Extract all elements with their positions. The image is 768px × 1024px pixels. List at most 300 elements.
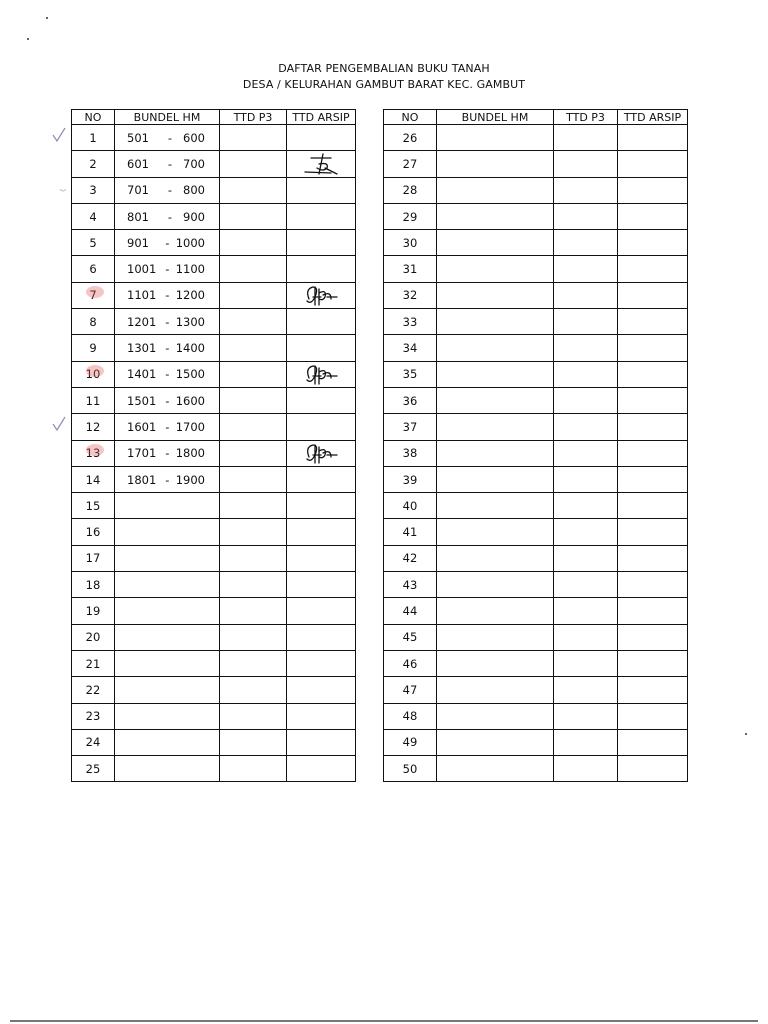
ttd-p3-cell (554, 545, 618, 571)
table-row (72, 466, 356, 492)
ttd-arsip-cell (618, 493, 688, 519)
table-row (384, 177, 688, 203)
row-number: 43 (384, 572, 437, 598)
return-table-right (383, 109, 688, 782)
row-number: 50 (384, 756, 437, 782)
bundel-hm-range (115, 493, 220, 519)
bundel-hm-range (437, 256, 554, 282)
bundel-hm-range (437, 493, 554, 519)
ttd-arsip-cell (287, 650, 356, 676)
bundel-hm-range (115, 361, 220, 387)
bundel-hm-range (437, 361, 554, 387)
ttd-p3-cell (554, 466, 618, 492)
table-row (72, 572, 356, 598)
range-to: 800 (183, 183, 205, 198)
ttd-p3-cell (554, 203, 618, 229)
table-row (72, 756, 356, 782)
ttd-p3-cell (554, 493, 618, 519)
handwritten-signature-icon (301, 283, 341, 307)
table-row (384, 650, 688, 676)
bundel-hm-range (115, 387, 220, 413)
faint-mark-icon (58, 186, 68, 194)
table-row (384, 703, 688, 729)
ttd-arsip-cell (287, 756, 356, 782)
bundel-hm-range (115, 756, 220, 782)
ttd-arsip-cell (618, 650, 688, 676)
ttd-p3-cell (554, 440, 618, 466)
table-body-left (72, 125, 356, 782)
table-row (384, 151, 688, 177)
ttd-p3-cell (554, 151, 618, 177)
range-from: 1801 (127, 472, 157, 487)
range-from: 501 (127, 130, 149, 145)
ttd-p3-cell (220, 624, 287, 650)
ttd-arsip-cell (618, 361, 688, 387)
bundel-range (115, 288, 219, 302)
range-from: 1301 (127, 341, 157, 356)
table-header-row (384, 110, 688, 125)
ttd-p3-cell (554, 309, 618, 335)
bundel-range (115, 210, 219, 224)
row-number: 17 (72, 545, 115, 571)
row-number: 28 (384, 177, 437, 203)
ttd-p3-cell (220, 729, 287, 755)
table-row (384, 361, 688, 387)
table-row (72, 440, 356, 466)
bundel-hm-range (437, 756, 554, 782)
table-row (384, 414, 688, 440)
row-number: 5 (72, 230, 115, 256)
header-ttd-p3: TTD P3 (554, 110, 618, 125)
ttd-arsip-cell (618, 282, 688, 308)
bundel-hm-range (437, 151, 554, 177)
range-from: 1001 (127, 262, 157, 277)
range-separator: - (167, 130, 173, 145)
bundel-hm-range (437, 125, 554, 151)
ttd-arsip-cell (618, 729, 688, 755)
ttd-arsip-cell (618, 256, 688, 282)
row-number: 2 (72, 151, 115, 177)
bundel-hm-range (115, 440, 220, 466)
row-number: 45 (384, 624, 437, 650)
row-number: 39 (384, 466, 437, 492)
ttd-arsip-cell (618, 677, 688, 703)
ttd-p3-cell (554, 677, 618, 703)
table-row (72, 125, 356, 151)
range-to: 1000 (175, 235, 205, 250)
table-row (384, 203, 688, 229)
row-number: 31 (384, 256, 437, 282)
table-row (72, 256, 356, 282)
row-number: 12 (72, 414, 115, 440)
bundel-hm-range (115, 230, 220, 256)
bundel-hm-range (115, 309, 220, 335)
ttd-p3-cell (554, 519, 618, 545)
bundel-range (115, 131, 219, 145)
bundel-range (115, 157, 219, 171)
row-number: 30 (384, 230, 437, 256)
table-row (72, 545, 356, 571)
table-row (72, 677, 356, 703)
row-number: 9 (72, 335, 115, 361)
row-number: 49 (384, 729, 437, 755)
ttd-arsip-cell (287, 151, 356, 177)
table-row (384, 466, 688, 492)
table-row (384, 125, 688, 151)
ttd-p3-cell (554, 125, 618, 151)
table-row (384, 572, 688, 598)
range-to: 1400 (175, 341, 205, 356)
ttd-p3-cell (220, 335, 287, 361)
row-number: 18 (72, 572, 115, 598)
table-row (384, 335, 688, 361)
row-number: 14 (72, 466, 115, 492)
row-number: 20 (72, 624, 115, 650)
ttd-arsip-cell (618, 703, 688, 729)
range-separator: - (165, 314, 170, 329)
range-separator: - (165, 393, 170, 408)
ttd-p3-cell (554, 361, 618, 387)
ttd-p3-cell (220, 677, 287, 703)
table-row (72, 650, 356, 676)
header-no: NO (384, 110, 437, 125)
table-row (384, 756, 688, 782)
ttd-arsip-cell (618, 309, 688, 335)
table-row (384, 440, 688, 466)
table-row (72, 493, 356, 519)
ttd-p3-cell (554, 650, 618, 676)
bundel-hm-range (115, 677, 220, 703)
table-row (384, 677, 688, 703)
range-from: 701 (127, 183, 149, 198)
row-number: 23 (72, 703, 115, 729)
ttd-arsip-cell (287, 440, 356, 466)
bundel-hm-range (115, 545, 220, 571)
row-number: 26 (384, 125, 437, 151)
ttd-p3-cell (554, 230, 618, 256)
row-number: 38 (384, 440, 437, 466)
ttd-arsip-cell (287, 703, 356, 729)
range-separator: - (165, 367, 170, 382)
row-number: 10 (72, 361, 115, 387)
row-number: 11 (72, 387, 115, 413)
range-separator: - (165, 288, 170, 303)
ttd-p3-cell (220, 230, 287, 256)
ttd-p3-cell (554, 387, 618, 413)
ttd-arsip-cell (618, 624, 688, 650)
ttd-arsip-cell (618, 440, 688, 466)
bundel-hm-range (437, 545, 554, 571)
range-to: 1500 (175, 367, 205, 382)
ttd-arsip-cell (287, 729, 356, 755)
row-number: 22 (72, 677, 115, 703)
ttd-p3-cell (220, 650, 287, 676)
ttd-arsip-cell (618, 387, 688, 413)
table-row (72, 361, 356, 387)
ttd-arsip-cell (287, 572, 356, 598)
bundel-hm-range (115, 335, 220, 361)
ttd-p3-cell (554, 335, 618, 361)
range-to: 900 (183, 209, 205, 224)
row-number: 15 (72, 493, 115, 519)
ttd-p3-cell (554, 598, 618, 624)
ttd-p3-cell (220, 598, 287, 624)
row-number: 1 (72, 125, 115, 151)
ttd-arsip-cell (287, 387, 356, 413)
table-row (72, 387, 356, 413)
ttd-p3-cell (554, 256, 618, 282)
ttd-p3-cell (220, 414, 287, 440)
ttd-p3-cell (220, 756, 287, 782)
table-row (384, 624, 688, 650)
row-number: 19 (72, 598, 115, 624)
ttd-p3-cell (554, 703, 618, 729)
ttd-p3-cell (220, 387, 287, 413)
ttd-arsip-cell (287, 256, 356, 282)
ttd-p3-cell (220, 177, 287, 203)
table-body-right (384, 125, 688, 782)
header-ttd-p3: TTD P3 (220, 110, 287, 125)
ttd-arsip-cell (618, 125, 688, 151)
ttd-p3-cell (554, 177, 618, 203)
ttd-p3-cell (220, 493, 287, 519)
table-row (384, 387, 688, 413)
row-number: 37 (384, 414, 437, 440)
bundel-hm-range (437, 230, 554, 256)
row-number: 7 (72, 282, 115, 308)
bundel-hm-range (437, 519, 554, 545)
bundel-range (115, 473, 219, 487)
scan-speck (27, 38, 29, 40)
row-number: 32 (384, 282, 437, 308)
range-to: 1700 (175, 419, 205, 434)
red-ink-mark (86, 365, 104, 377)
range-separator: - (165, 419, 170, 434)
range-separator: - (167, 183, 173, 198)
header-no: NO (72, 110, 115, 125)
range-separator: - (167, 156, 173, 171)
ttd-arsip-cell (287, 177, 356, 203)
table-row (384, 598, 688, 624)
row-number: 29 (384, 203, 437, 229)
ttd-p3-cell (220, 519, 287, 545)
row-number: 6 (72, 256, 115, 282)
ttd-p3-cell (220, 256, 287, 282)
bundel-hm-range (115, 729, 220, 755)
ttd-arsip-cell (287, 309, 356, 335)
table-row (384, 519, 688, 545)
row-number: 33 (384, 309, 437, 335)
bundel-hm-range (437, 177, 554, 203)
bundel-hm-range (115, 125, 220, 151)
scan-speck (745, 733, 747, 735)
bundel-hm-range (115, 466, 220, 492)
table-row (72, 598, 356, 624)
table-row (384, 282, 688, 308)
table-row (72, 282, 356, 308)
ttd-arsip-cell (287, 493, 356, 519)
document-title: DAFTAR PENGEMBALIAN BUKU TANAH (278, 62, 490, 75)
bundel-hm-range (115, 624, 220, 650)
ttd-p3-cell (220, 361, 287, 387)
ttd-arsip-cell (618, 177, 688, 203)
bundel-range (115, 183, 219, 197)
ttd-arsip-cell (287, 125, 356, 151)
table-row (72, 414, 356, 440)
handwritten-signature-icon (301, 152, 341, 176)
ttd-p3-cell (554, 624, 618, 650)
range-from: 1601 (127, 419, 157, 434)
row-number: 4 (72, 203, 115, 229)
bundel-hm-range (115, 703, 220, 729)
ttd-p3-cell (220, 572, 287, 598)
ttd-arsip-cell (287, 414, 356, 440)
bundel-hm-range (115, 151, 220, 177)
range-separator: - (165, 472, 170, 487)
table-row (72, 309, 356, 335)
row-number: 16 (72, 519, 115, 545)
range-to: 1200 (175, 288, 205, 303)
bundel-hm-range (437, 440, 554, 466)
table-row (72, 519, 356, 545)
header-bundel-hm: BUNDEL HM (437, 110, 554, 125)
row-number: 27 (384, 151, 437, 177)
table-header-row (72, 110, 356, 125)
range-to: 700 (183, 156, 205, 171)
bundel-hm-range (437, 650, 554, 676)
ttd-arsip-cell (287, 677, 356, 703)
table-row (384, 256, 688, 282)
ttd-arsip-cell (618, 545, 688, 571)
ttd-p3-cell (220, 703, 287, 729)
ttd-arsip-cell (618, 414, 688, 440)
ttd-arsip-cell (618, 203, 688, 229)
ttd-arsip-cell (618, 335, 688, 361)
bundel-hm-range (437, 677, 554, 703)
ttd-arsip-cell (287, 466, 356, 492)
ttd-p3-cell (220, 466, 287, 492)
row-number: 48 (384, 703, 437, 729)
row-number: 44 (384, 598, 437, 624)
bundel-hm-range (437, 282, 554, 308)
range-to: 1300 (175, 314, 205, 329)
header-bundel-hm: BUNDEL HM (115, 110, 220, 125)
red-ink-mark (86, 444, 104, 456)
bundel-hm-range (437, 466, 554, 492)
bundel-hm-range (437, 414, 554, 440)
row-number: 40 (384, 493, 437, 519)
bundel-hm-range (437, 572, 554, 598)
ttd-arsip-cell (287, 545, 356, 571)
bundel-hm-range (115, 572, 220, 598)
ttd-arsip-cell (287, 624, 356, 650)
row-number: 36 (384, 387, 437, 413)
red-ink-mark (86, 286, 104, 298)
ttd-p3-cell (220, 440, 287, 466)
ttd-arsip-cell (618, 466, 688, 492)
bundel-range (115, 236, 219, 250)
ttd-arsip-cell (287, 230, 356, 256)
ttd-arsip-cell (618, 756, 688, 782)
bundel-hm-range (437, 203, 554, 229)
range-from: 1201 (127, 314, 157, 329)
bundel-hm-range (115, 203, 220, 229)
bundel-hm-range (115, 414, 220, 440)
range-from: 1501 (127, 393, 157, 408)
table-row (384, 493, 688, 519)
bundel-hm-range (115, 282, 220, 308)
handwritten-signature-icon (301, 362, 341, 386)
bundel-hm-range (115, 256, 220, 282)
row-number: 47 (384, 677, 437, 703)
table-row (384, 545, 688, 571)
bundel-hm-range (115, 650, 220, 676)
range-separator: - (165, 262, 170, 277)
bundel-range (115, 341, 219, 355)
check-mark-icon (50, 415, 68, 433)
ttd-arsip-cell (287, 598, 356, 624)
row-number: 35 (384, 361, 437, 387)
header-ttd-arsip: TTD ARSIP (287, 110, 356, 125)
table-row (384, 230, 688, 256)
ttd-arsip-cell (287, 335, 356, 361)
ttd-arsip-cell (287, 203, 356, 229)
bundel-hm-range (437, 309, 554, 335)
bundel-hm-range (437, 729, 554, 755)
bundel-range (115, 420, 219, 434)
row-number: 41 (384, 519, 437, 545)
table-row (72, 703, 356, 729)
document-subtitle: DESA / KELURAHAN GAMBUT BARAT KEC. GAMBUT (242, 78, 526, 91)
ttd-p3-cell (220, 203, 287, 229)
table-row (72, 335, 356, 361)
range-separator: - (165, 446, 170, 461)
range-from: 1401 (127, 367, 157, 382)
ttd-p3-cell (220, 125, 287, 151)
range-to: 1800 (175, 446, 205, 461)
ttd-arsip-cell (618, 230, 688, 256)
ttd-arsip-cell (618, 151, 688, 177)
bundel-hm-range (115, 177, 220, 203)
bundel-range (115, 315, 219, 329)
scan-edge-line (10, 1020, 758, 1022)
ttd-arsip-cell (287, 361, 356, 387)
bundel-hm-range (437, 598, 554, 624)
ttd-p3-cell (554, 729, 618, 755)
table-row (72, 624, 356, 650)
table-row (72, 729, 356, 755)
handwritten-signature-icon (301, 441, 341, 465)
bundel-hm-range (437, 624, 554, 650)
ttd-arsip-cell (618, 598, 688, 624)
range-from: 801 (127, 209, 149, 224)
range-to: 1100 (175, 262, 205, 277)
row-number: 24 (72, 729, 115, 755)
bundel-range (115, 262, 219, 276)
bundel-range (115, 367, 219, 381)
return-table-left (71, 109, 356, 782)
ttd-arsip-cell (287, 519, 356, 545)
table-row (384, 309, 688, 335)
ttd-p3-cell (554, 414, 618, 440)
bundel-hm-range (115, 598, 220, 624)
row-number: 34 (384, 335, 437, 361)
range-to: 1600 (175, 393, 205, 408)
row-number: 3 (72, 177, 115, 203)
range-separator: - (167, 209, 173, 224)
bundel-hm-range (437, 703, 554, 729)
row-number: 8 (72, 309, 115, 335)
